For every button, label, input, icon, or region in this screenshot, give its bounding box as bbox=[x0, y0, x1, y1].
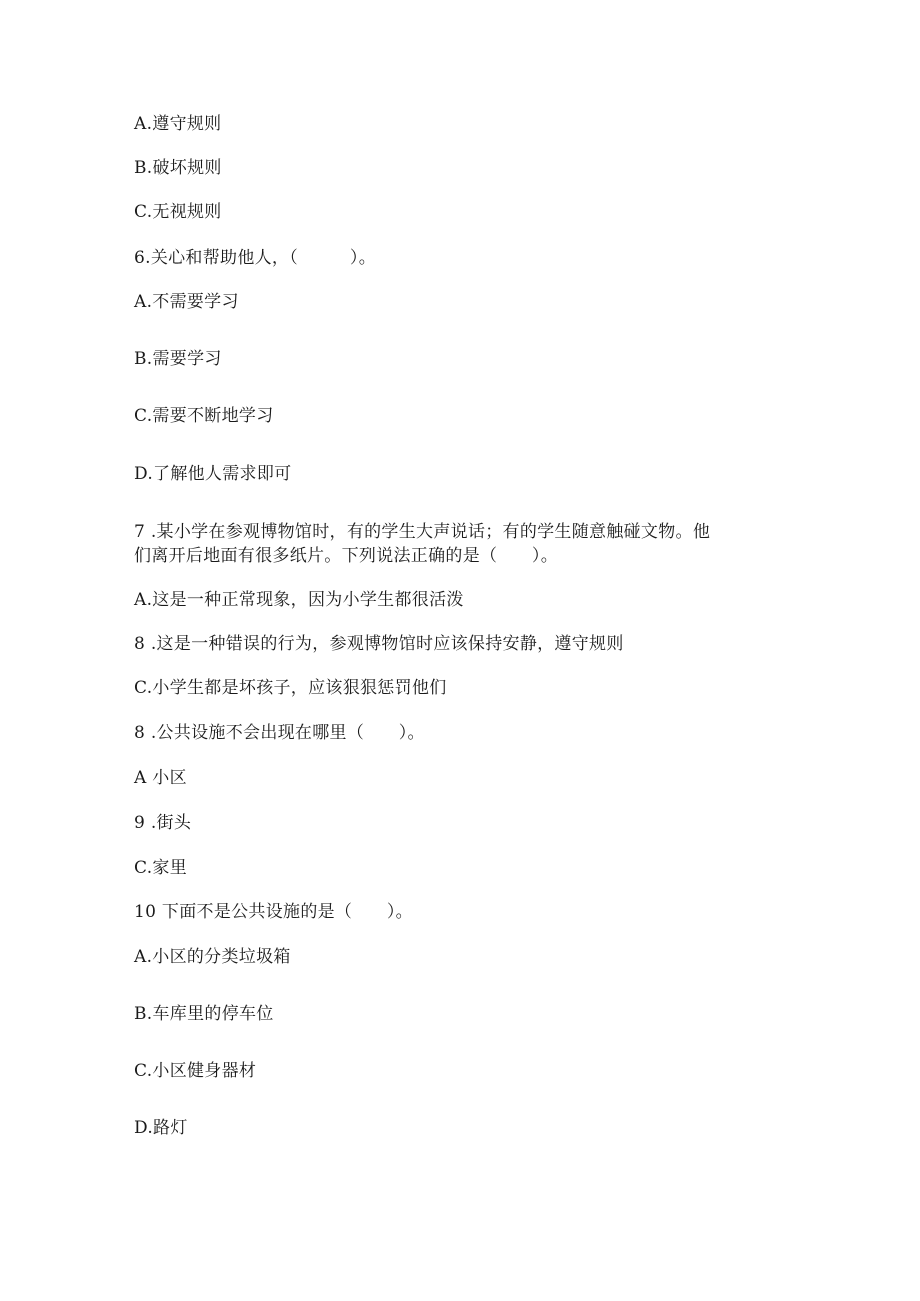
option-c-ignore-rules: C.无视规则 bbox=[134, 202, 222, 222]
option-b-break-rules: B.破坏规则 bbox=[134, 158, 222, 178]
q8-option-c: C.家里 bbox=[134, 858, 188, 878]
q10-option-a: A.小区的分类垃圾箱 bbox=[134, 947, 291, 967]
question-7-line-2: 们离开后地面有很多纸片。下列说法正确的是（ ）。 bbox=[134, 546, 558, 566]
q7-option-c: C.小学生都是坏孩子，应该狠狠惩罚他们 bbox=[134, 678, 447, 698]
question-7-line-1: 7 .某小学在参观博物馆时，有的学生大声说话；有的学生随意触碰文物。他 bbox=[134, 522, 711, 542]
question-10: 10 下面不是公共设施的是（ ）。 bbox=[134, 902, 413, 922]
q10-option-c: C.小区健身器材 bbox=[134, 1061, 257, 1081]
q6-option-b: B.需要学习 bbox=[134, 349, 222, 369]
question-8: 8 .公共设施不会出现在哪里（ ）。 bbox=[134, 723, 425, 743]
q7-option-a: A.这是一种正常现象，因为小学生都很活泼 bbox=[134, 590, 464, 610]
option-a-follow-rules: A.遵守规则 bbox=[134, 114, 222, 134]
q7-option-b: 8 .这是一种错误的行为，参观博物馆时应该保持安静，遵守规则 bbox=[134, 634, 624, 654]
q10-option-d: D.路灯 bbox=[134, 1118, 188, 1138]
question-6: 6.关心和帮助他人，（ ）。 bbox=[134, 248, 377, 268]
q6-option-a: A.不需要学习 bbox=[134, 292, 239, 312]
q6-option-d: D.了解他人需求即可 bbox=[134, 464, 292, 484]
q10-option-b: B.车库里的停车位 bbox=[134, 1004, 274, 1024]
q8-option-b: 9 .街头 bbox=[134, 813, 192, 833]
q6-option-c: C.需要不断地学习 bbox=[134, 406, 274, 426]
q8-option-a: A 小区 bbox=[134, 768, 187, 788]
